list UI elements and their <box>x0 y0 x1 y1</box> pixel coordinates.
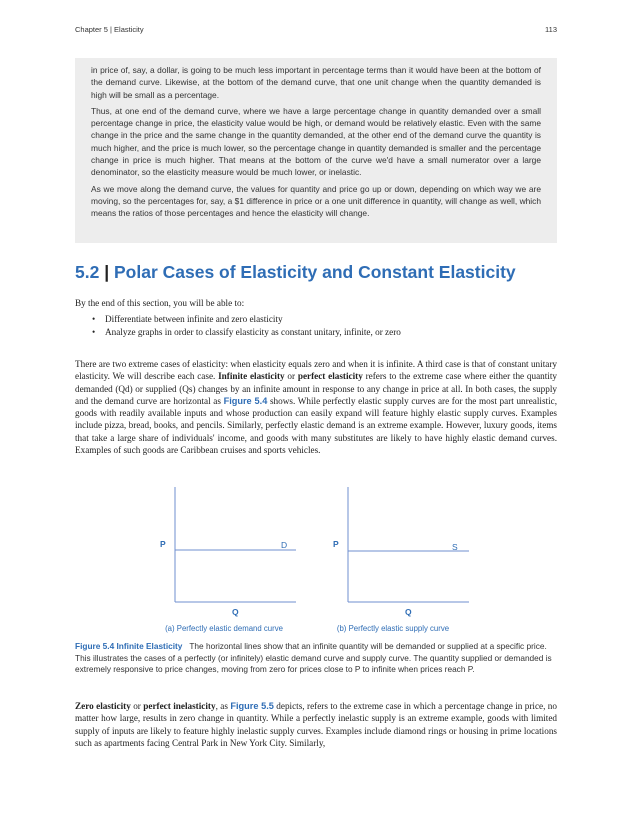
body-paragraph-infinite-elasticity <box>75 358 557 456</box>
objectives-intro: By the end of this section, you will be able to: <box>75 298 245 308</box>
text-run: or <box>284 371 298 382</box>
curve-label: S <box>452 542 458 552</box>
text-run: depicts, refers to the extreme case in which a percentage change in price, no matter how large, results in zero change in quantity. While a perfectly inelastic supply is an extreme example, goods with limited supply of inputs are likely to feature highly inelastic supply curves. Examples include diamond rings or housing in prime locations such as apartments facing Central Park in New York City. Similarly, <box>75 701 557 748</box>
text-run: refers to the extreme case where either the quantity demanded (Qd) or supplied (Qs) changes by an infinite amount in response to any change in price at all. In both cases, the supply and the demand curve are horizontal as <box>75 371 558 406</box>
section-separator: | <box>104 262 110 282</box>
figure-caption <box>75 641 557 676</box>
key-term: perfect inelasticity <box>143 701 216 711</box>
explanation-box <box>75 58 557 243</box>
section-title: Polar Cases of Elasticity and Constant Elasticity <box>113 262 516 282</box>
x-axis-label: Q <box>405 607 412 617</box>
key-term: perfect elasticity <box>297 371 363 382</box>
panel-elastic-supply <box>333 487 469 633</box>
box-paragraph: in price of, say, a dollar, is going to be much less important in percentage terms than it would have been at the bottom of the demand curve. Likewise, at the bottom of the demand curve, that one unit change when the quantity demanded is high will be small as a percentage. <box>91 65 541 100</box>
panel-elastic-demand <box>160 487 296 633</box>
section-number: 5.2 <box>75 262 100 282</box>
text-run: or <box>130 701 144 711</box>
y-axis-label: P <box>160 539 166 549</box>
subcaption: (b) Perfectly elastic supply curve <box>336 624 450 633</box>
figure-caption-label: Figure 5.4 Infinite Elasticity <box>75 641 183 651</box>
key-term: Zero elasticity <box>75 701 131 711</box>
curve-label: D <box>281 540 288 550</box>
key-term: Infinite elasticity <box>218 371 285 382</box>
figure-link[interactable]: Figure 5.5 <box>230 701 274 711</box>
learning-objectives <box>75 297 557 340</box>
text-run: There are two extreme cases of elasticity: when elasticity equals zero and when it is infinite. A third case is that of constant unitary elasticity. We will describe each case. <box>75 359 557 382</box>
box-paragraph: Thus, at one end of the demand curve, where we have a large percentage change in quantity demanded over a small percentage change in price, the elasticity value would be high, or demand would be relatively elastic. Even with the same change in the price and the same change in the quantity demanded, at the other end of the demand curve the quantity is much higher, and the price is much lower, so the percentage change in quantity demanded is smaller and the percentage change in price is much higher. That means at the bottom of the curve we'd have a small numerator over a large denominator, so the elasticity measure would be much lower, or inelastic. <box>91 105 541 178</box>
figure-infinite-elasticity <box>140 484 490 639</box>
text-run: , as <box>215 701 231 711</box>
text-run: shows. While perfectly elastic supply curves are for the most part unrealistic, goods with readily available inputs and whose production can easily expand will feature highly elastic supply curves. Examples include pizza, bread, books, and pencils. Similarly, perfectly elastic demand is an extreme example. However, luxury goods, items that take a large share of individuals' income, and goods with many substitutes are likely to have highly elastic demand curves. Examples of such goods are Caribbean cruises and sports vehicles. <box>75 395 558 456</box>
page-number: 113 <box>545 25 557 34</box>
objective-item: • Analyze graphs in order to classify elasticity as constant unitary, infinite, or zero <box>105 326 557 340</box>
y-axis-label: P <box>333 539 339 549</box>
x-axis-label: Q <box>232 607 239 617</box>
body-paragraph-zero-elasticity <box>75 700 557 749</box>
figure-caption-text: The horizontal lines show that an infinite quantity will be demanded or supplied at a specific price. This illustrates the cases of a perfectly (or infinitely) elastic demand curve and supply curve. The quantity supplied or demanded is extremely responsive to price changes, moving from zero for prices close to P to infinite when prices reach P. <box>75 641 552 675</box>
figure-link[interactable]: Figure 5.4 <box>223 395 268 406</box>
section-heading <box>75 262 516 283</box>
objectives-list <box>75 313 557 340</box>
chapter-title: Chapter 5 | Elasticity <box>75 25 144 34</box>
objective-item: • Differentiate between infinite and zero elasticity <box>105 313 557 327</box>
box-paragraph: As we move along the demand curve, the values for quantity and price go up or down, depending on which way we are moving, so the percentages for, say, a $1 difference in price or a one unit difference in quantity, will change as well, which means the ratios of those percentages and hence the elasticity will change. <box>91 183 541 219</box>
subcaption: (a) Perfectly elastic demand curve <box>165 624 283 633</box>
